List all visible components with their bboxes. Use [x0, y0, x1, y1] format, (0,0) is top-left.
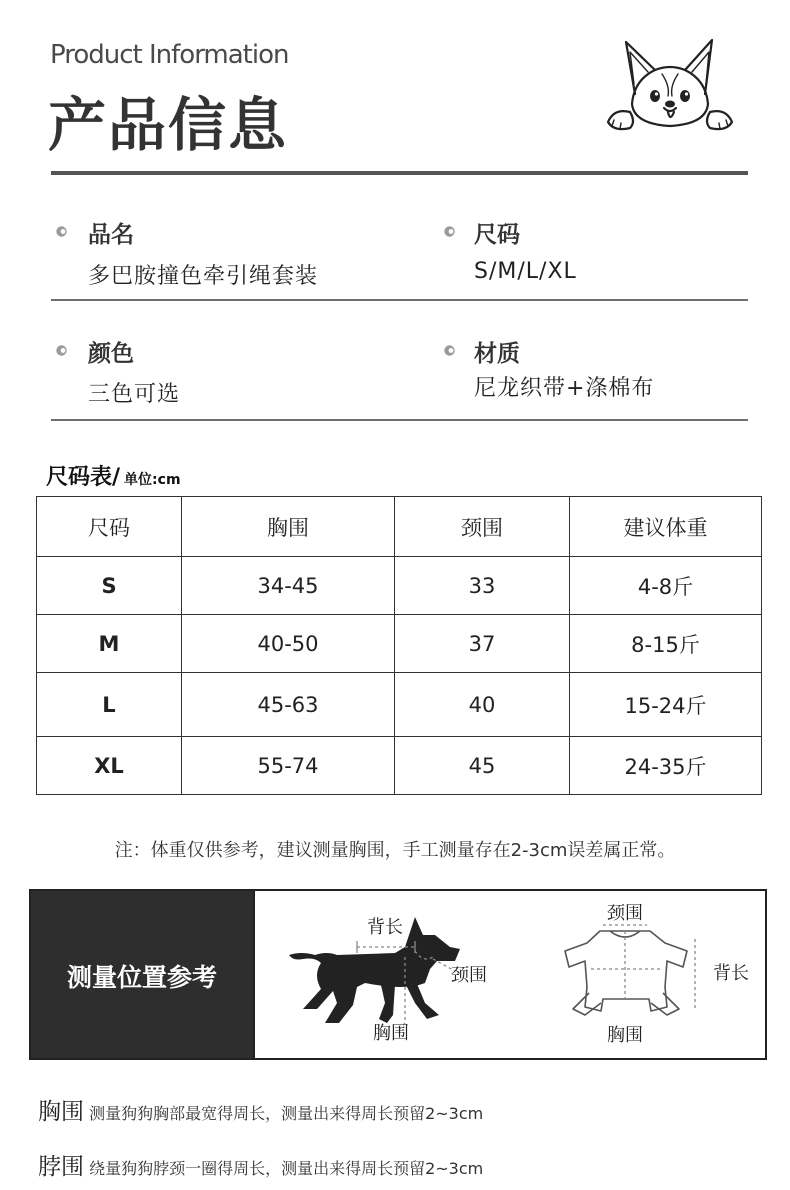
size-chart-unit: 单位:cm [124, 472, 181, 488]
info-label-size: 尺码 [474, 222, 520, 248]
measurement-title: 测量位置参考 [66, 963, 217, 992]
table-cell: 55-74 [182, 737, 395, 795]
table-cell: 4-8斤 [570, 557, 762, 615]
table-header-cell: 尺码 [37, 497, 182, 557]
table-cell-size: S [37, 557, 182, 615]
info-divider [51, 419, 748, 421]
definition-neck [38, 1148, 483, 1181]
measurement-reference-panel [29, 889, 767, 1060]
definition-term: 脖围 [38, 1154, 84, 1180]
table-header-cell: 胸围 [182, 497, 395, 557]
dog-neck-label: 颈围 [451, 965, 487, 986]
table-cell: 45-63 [182, 673, 395, 737]
dog-back-label: 背长 [367, 917, 403, 938]
bullet-dot-icon [55, 344, 68, 357]
definition-text: 测量狗狗胸部最宽得周长，测量出来得周长预留2~3cm [89, 1104, 484, 1123]
header-divider [51, 171, 748, 175]
definition-term: 胸围 [38, 1099, 84, 1125]
info-value-color: 三色可选 [88, 382, 181, 407]
size-table [36, 496, 762, 795]
table-row [37, 673, 762, 737]
table-cell: 24-35斤 [570, 737, 762, 795]
table-cell: 40-50 [182, 615, 395, 673]
definition-text: 绕量狗狗脖颈一圈得周长，测量出来得周长预留2~3cm [89, 1159, 484, 1178]
info-label-material: 材质 [474, 341, 520, 367]
table-cell: 37 [395, 615, 570, 673]
table-cell-size: XL [37, 737, 182, 795]
garment-back-label: 背长 [713, 963, 749, 984]
table-header-cell: 建议体重 [570, 497, 762, 557]
table-cell: 40 [395, 673, 570, 737]
title-chinese: 产品信息 [48, 91, 289, 159]
table-cell-size: M [37, 615, 182, 673]
info-value-name: 多巴胺撞色牵引绳套装 [88, 264, 319, 289]
title-english: Product Information [50, 40, 289, 70]
size-chart-title [46, 460, 181, 491]
size-chart-title-text: 尺码表/ [46, 465, 121, 490]
table-cell: 33 [395, 557, 570, 615]
info-label-name: 品名 [88, 222, 134, 248]
info-value-size: S/M/L/XL [474, 259, 577, 284]
table-header-cell: 颈围 [395, 497, 570, 557]
garment-chest-label: 胸围 [607, 1025, 643, 1046]
table-cell: 15-24斤 [570, 673, 762, 737]
table-header-row [37, 497, 762, 557]
info-divider [51, 299, 748, 301]
definition-chest [38, 1093, 483, 1126]
info-label-color: 颜色 [88, 341, 134, 367]
dog-garment-icon [565, 931, 687, 1015]
table-cell: 45 [395, 737, 570, 795]
corgi-peeking-icon [600, 34, 740, 136]
measurement-note: 注：体重仅供参考，建议测量胸围，手工测量存在2-3cm误差属正常。 [114, 840, 676, 861]
bullet-dot-icon [55, 225, 68, 238]
dog-chest-label: 胸围 [373, 1023, 409, 1044]
table-row [37, 615, 762, 673]
table-row [37, 557, 762, 615]
bullet-dot-icon [443, 344, 456, 357]
table-cell: 34-45 [182, 557, 395, 615]
table-row [37, 737, 762, 795]
table-cell: 8-15斤 [570, 615, 762, 673]
measurement-diagram [255, 891, 765, 1058]
info-value-material: 尼龙织带+涤棉布 [474, 376, 655, 401]
table-cell-size: L [37, 673, 182, 737]
bullet-dot-icon [443, 225, 456, 238]
garment-neck-label: 颈围 [607, 903, 643, 924]
